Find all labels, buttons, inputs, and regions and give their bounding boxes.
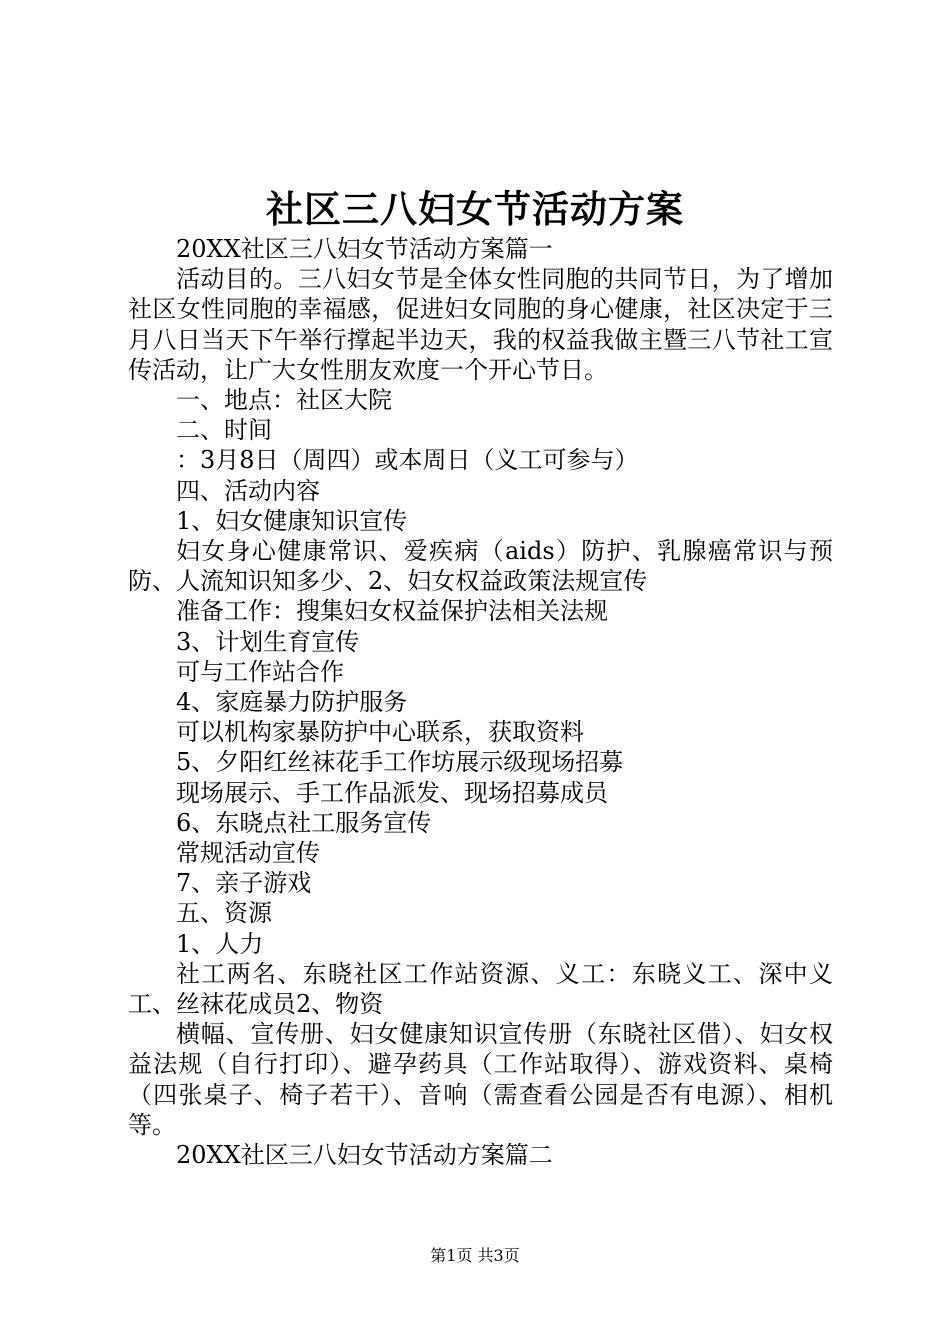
paragraph-location: 一、地点：社区大院 <box>176 386 392 415</box>
paragraph-heading-part-one: 20XX社区三八妇女节活动方案篇一 <box>176 235 553 263</box>
paragraph-time-heading: 二、时间 <box>176 416 272 445</box>
page-footer: 第1页 共3页 <box>430 1246 520 1265</box>
paragraph-preparation: 准备工作：搜集妇女权益保护法相关法规 <box>176 597 608 626</box>
paragraph-item-7: 7、亲子游戏 <box>176 869 312 898</box>
paragraph-item-5-detail: 现场展示、手工作品派发、现场招募成员 <box>176 778 608 807</box>
paragraph-item-6: 6、东晓点社工服务宣传 <box>176 808 432 837</box>
paragraph-item-3-detail: 可与工作站合作 <box>176 657 344 686</box>
paragraph-item-5: 5、夕阳红丝袜花手工作坊展示级现场招募 <box>176 748 624 777</box>
paragraph-item-3: 3、计划生育宣传 <box>176 627 360 656</box>
paragraph-purpose: 活动目的。三八妇女节是全体女性同胞的共同节日，为了增加社区女性同胞的幸福感，促进妇女同胞的身心健康，社区决定于三月八日当天下午举行撑起半边天，我的权益我做主暨三八节社工宣传活动，让广大女性朋友欢度一个开心节日。 <box>128 265 833 384</box>
paragraph-manpower-heading: 1、人力 <box>176 929 264 958</box>
paragraph-resources-heading: 五、资源 <box>176 899 272 928</box>
paragraph-manpower-detail: 社工两名、东晓社区工作站资源、义工：东晓义工、深中义工、丝袜花成员2、物资 <box>128 959 833 1019</box>
paragraph-heading-part-two: 20XX社区三八妇女节活动方案篇二 <box>176 1141 553 1170</box>
paragraph-item-4-detail: 可以机构家暴防护中心联系，获取资料 <box>176 718 584 747</box>
paragraph-item-6-detail: 常规活动宣传 <box>176 839 320 868</box>
paragraph-activity-heading: 四、活动内容 <box>176 476 320 505</box>
document-title: 社区三八妇女节活动方案 <box>266 187 684 231</box>
paragraph-time-detail: ：3月8日（周四）或本周日（义工可参与） <box>176 446 639 475</box>
document-body <box>128 234 833 1170</box>
paragraph-item-1: 1、妇女健康知识宣传 <box>176 506 408 535</box>
paragraph-materials-detail: 横幅、宣传册、妇女健康知识宣传册（东晓社区借）、妇女权益法规（自行打印）、避孕药具（工作站取得）、游戏资料、桌椅（四张桌子、椅子若干）、音响（需查看公园是否有电源）、相机等。 <box>128 1020 833 1139</box>
paragraph-item-1-detail: 妇女身心健康常识、爱疾病（aids）防护、乳腺癌常识与预防、人流知识知多少、2、妇女权益政策法规宣传 <box>128 537 833 596</box>
paragraph-item-4: 4、家庭暴力防护服务 <box>176 688 408 717</box>
